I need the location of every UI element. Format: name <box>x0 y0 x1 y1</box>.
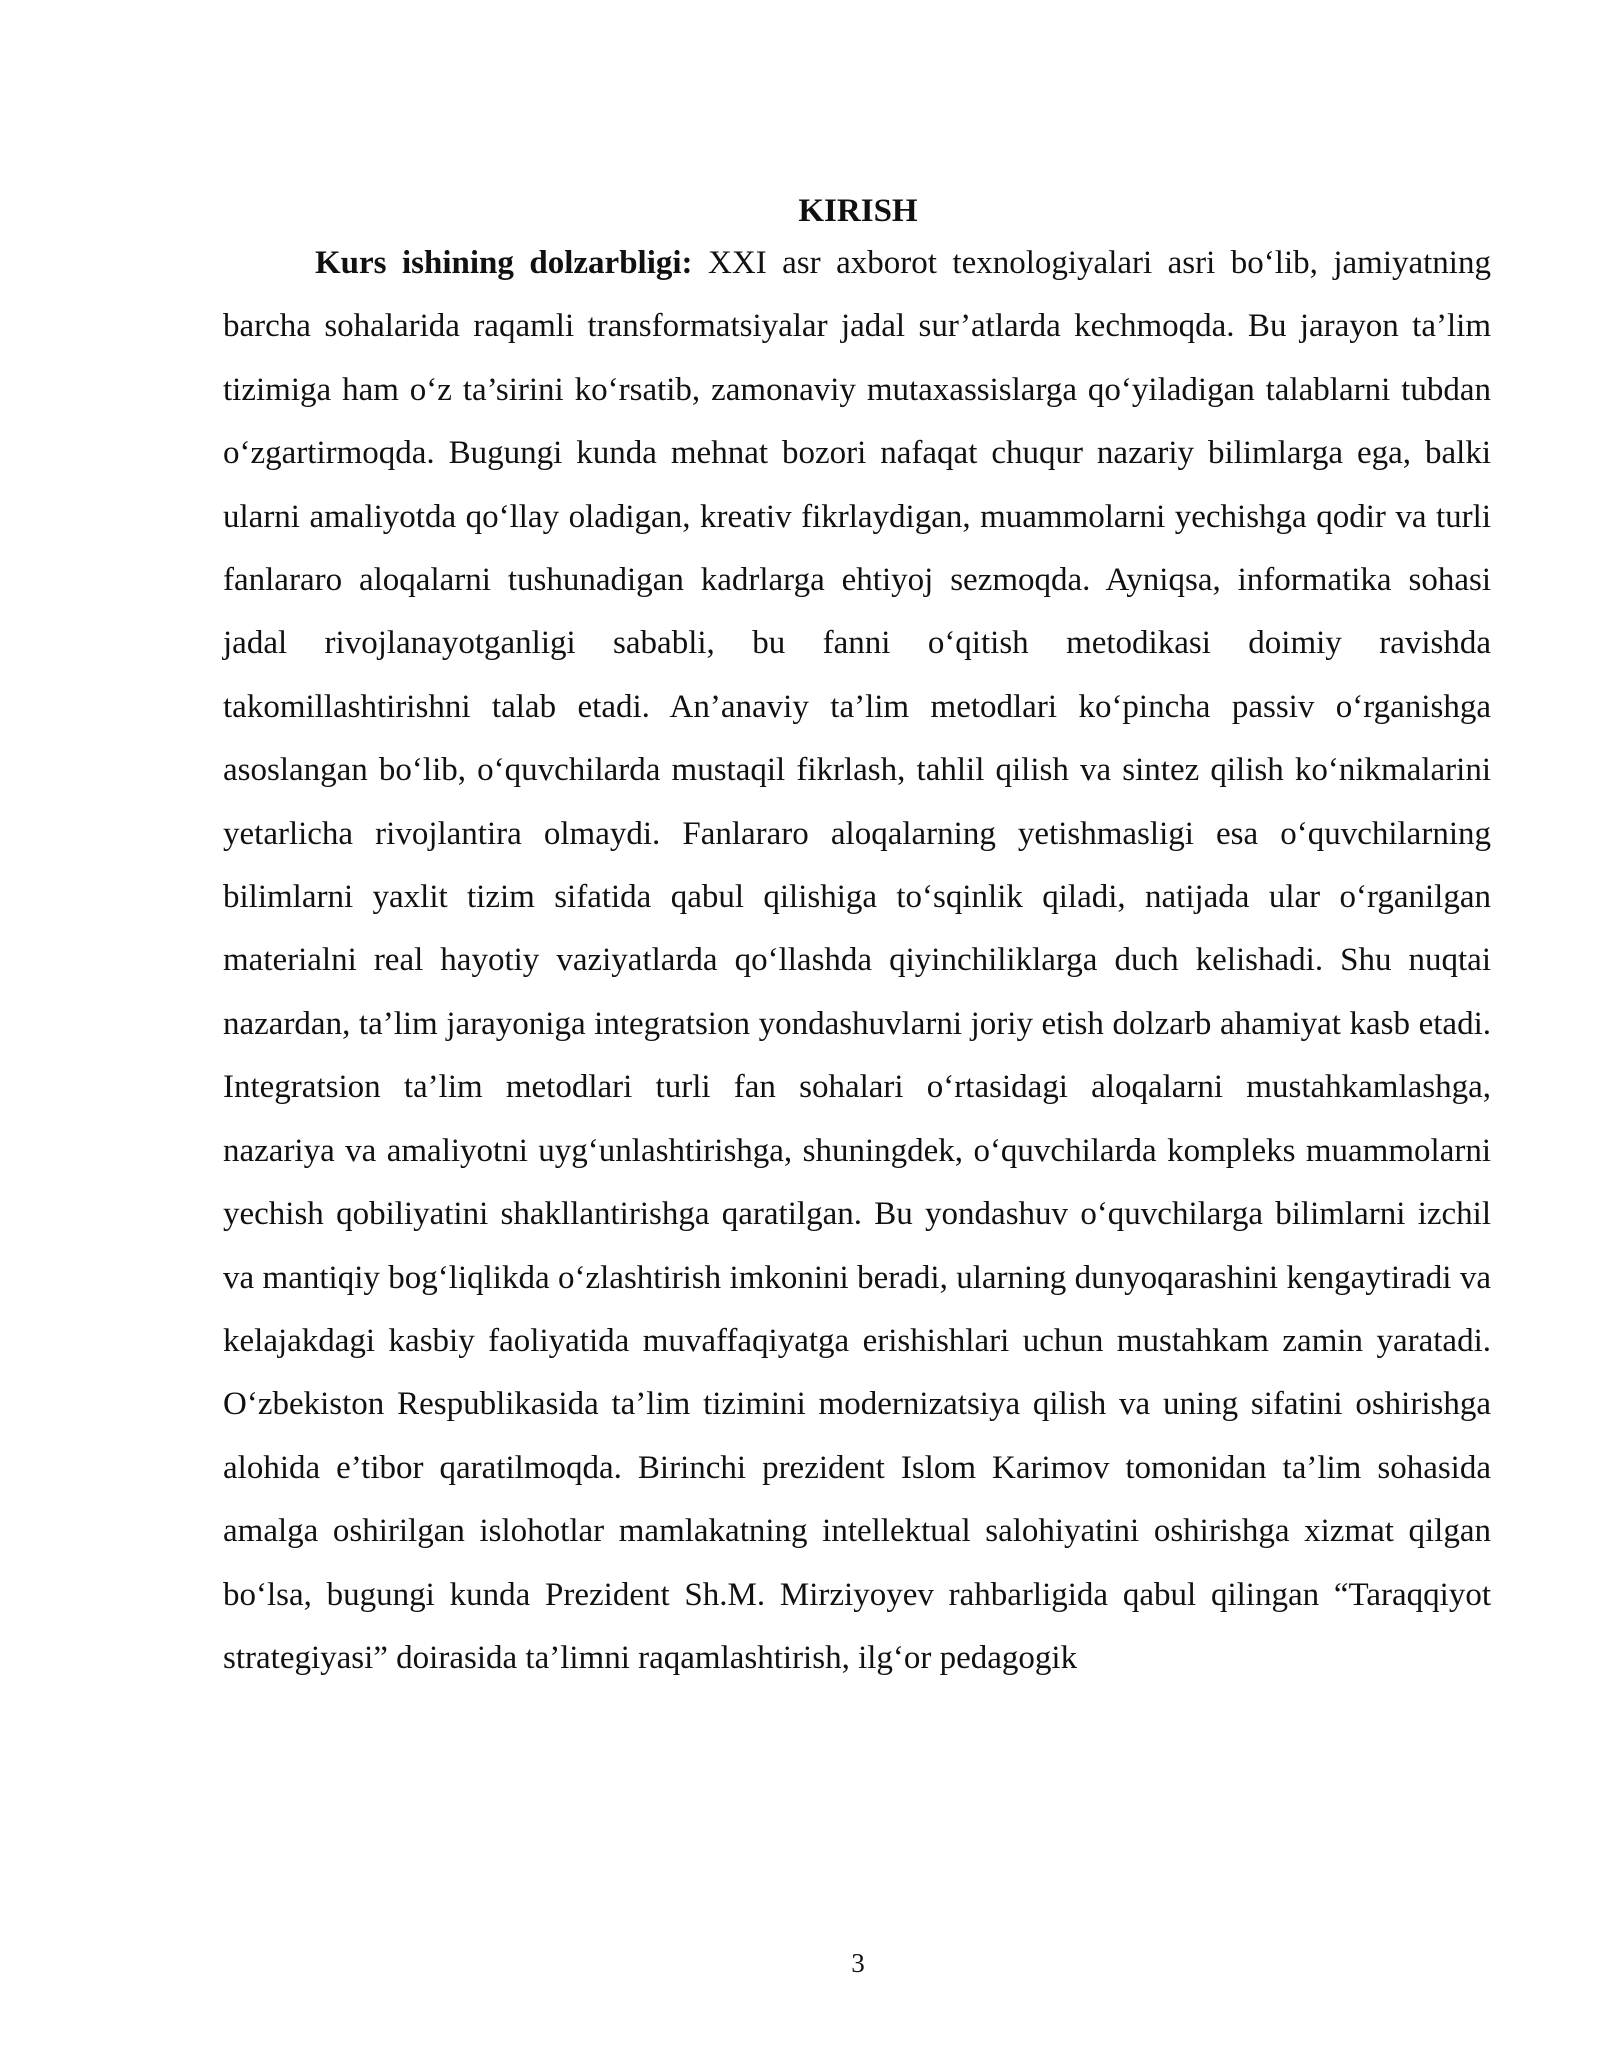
paragraph-text: XXI asr axborot texnologiyalari asri bo‘lib, jamiyatning barcha sohalarida raqamli transformatsiyalar jadal sur’atlarda kechmoqda. Bu jarayon ta’lim tizimiga ham o‘z ta’sirini ko‘rsatib, zamonaviy mutaxassislarga qo‘yiladigan talablarni tubdan o‘zgartirmoqda. Bugungi kunda mehnat bozori nafaqat chuqur nazariy bilimlarga ega, balki ularni amaliyotda qo‘llay oladigan, kreativ fikrlaydigan, muammolarni yechishga qodir va turli fanlararo aloqalarni tushunadigan kadrlarga ehtiyoj sezmoqda. Ayniqsa, informatika sohasi jadal rivojlanayotganligi sababli, bu fanni o‘qitish metodikasi doimiy ravishda takomillashtirishni talab etadi. An’anaviy ta’lim metodlari ko‘pincha passiv o‘rganishga asoslangan bo‘lib, o‘quvchilarda mustaqil fikrlash, tahlil qilish va sintez qilish ko‘nikmalarini yetarlicha rivojlantira olmaydi. Fanlararo aloqalarning yetishmasligi esa o‘quvchilarning bilimlarni yaxlit tizim sifatida qabul qilishiga to‘sqinlik qiladi, natijada ular o‘rganilgan materialni real hayotiy vaziyatlarda qo‘llashda qiyinchiliklarga duch kelishadi. Shu nuqtai nazardan, ta’lim jarayoniga integratsion yondashuvlarni joriy etish dolzarb ahamiyat kasb etadi. Integratsion ta’lim metodlari turli fan sohalari o‘rtasidagi aloqalarni mustahkamlashga, nazariya va amaliyotni uyg‘unlashtirishga, shuningdek, o‘quvchilarda kompleks muammolarni yechish qobiliyatini shakllantirishga qaratilgan. Bu yondashuv o‘quvchilarga bilimlarni izchil va mantiqiy bog‘liqlikda o‘zlashtirish imkonini beradi, ularning dunyoqarashini kengaytiradi va kelajakdagi kasbiy faoliyatida muvaffaqiyatga erishishlari uchun mustahkam zamin yaratadi. O‘zbekiston Respublikasida ta’lim tizimini modernizatsiya qilish va uning sifatini oshirishga alohida e’tibor qaratilmoqda. Birinchi prezident Islom Karimov tomonidan ta’lim sohasida amalga oshirilgan islohotlar mamlakatning intellektual salohiyatini oshirishga xizmat qilgan bo‘lsa, bugungi kunda Prezident Sh.M. Mirziyoyev rahbarligida qabul qilingan “Taraqqiyot strategiyasi” doirasida ta’limni raqamlashtirish, ilg‘or pedagogik <box>223 245 1491 1676</box>
page-number: 3 <box>851 1948 865 1978</box>
paragraph-lead: Kurs ishining dolzarbligi: <box>315 245 693 281</box>
page-title: KIRISH <box>798 193 918 229</box>
body-paragraph <box>223 232 1491 1690</box>
